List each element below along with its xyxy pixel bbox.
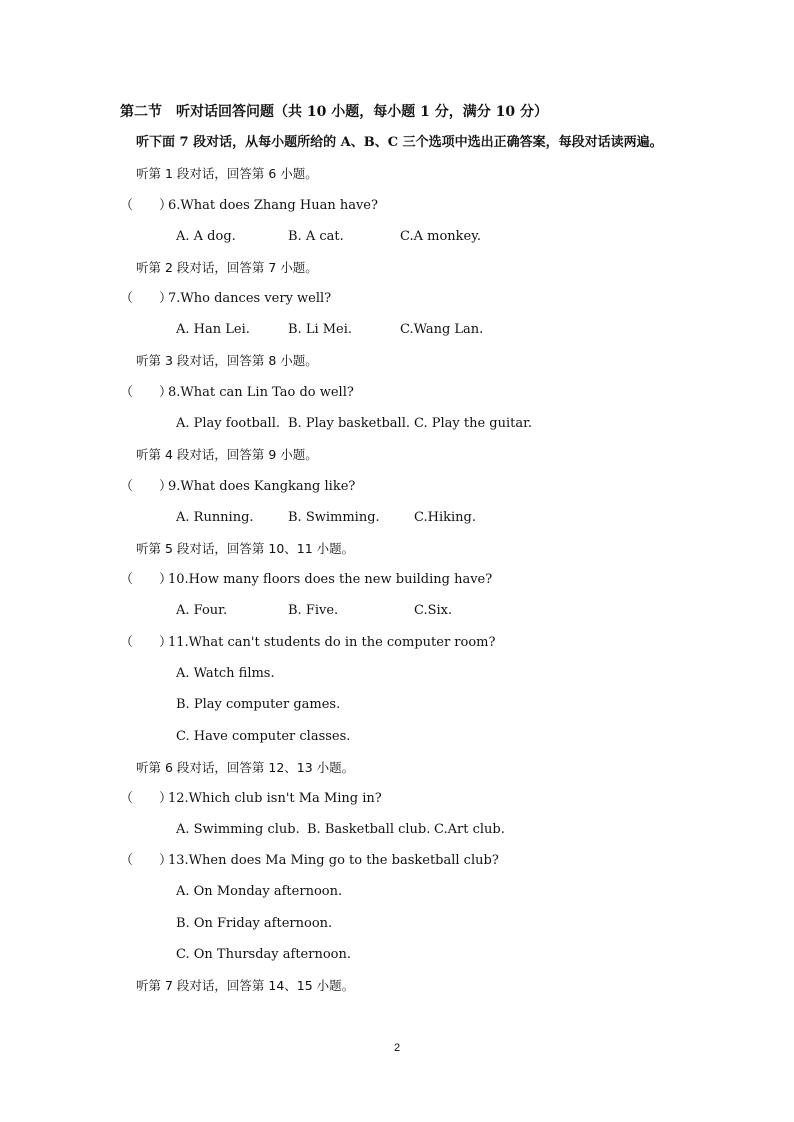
answer-blank[interactable]: （ ）	[120, 385, 173, 400]
option-a[interactable]: A. On Monday afternoon.	[176, 884, 343, 899]
dialog-prompt: 听第 6 段对话，回答第 12、13 小题。	[136, 760, 355, 775]
dialog-prompt: 听第 3 段对话，回答第 8 小题。	[136, 353, 318, 368]
option-c[interactable]: C.Art club.	[434, 822, 505, 837]
option-c[interactable]: C.A monkey.	[400, 229, 481, 244]
answer-blank[interactable]: （ ）	[120, 198, 173, 213]
section-instruction: 听下面 7 段对话，从每小题所给的 A、B、C 三个选项中选出正确答案，每段对话读两遍。	[136, 135, 663, 150]
option-b[interactable]: B. On Friday afternoon.	[176, 916, 333, 931]
answer-blank[interactable]: （ ）	[120, 635, 173, 650]
option-a[interactable]: A. Running.	[176, 510, 254, 525]
option-c[interactable]: C.Hiking.	[414, 510, 476, 525]
option-b[interactable]: B. A cat.	[288, 229, 344, 244]
option-c[interactable]: C. Have computer classes.	[176, 729, 351, 744]
page-number: 2	[393, 1042, 401, 1054]
option-b[interactable]: B. Swimming.	[288, 510, 380, 525]
option-a[interactable]: A. A dog.	[176, 229, 236, 244]
question-text: 8.What can Lin Tao do well?	[168, 385, 354, 400]
dialog-prompt: 听第 7 段对话，回答第 14、15 小题。	[136, 978, 355, 993]
option-a[interactable]: A. Four.	[176, 603, 228, 618]
question-text: 11.What can't students do in the computer room?	[168, 635, 496, 650]
answer-blank[interactable]: （ ）	[120, 479, 173, 494]
answer-blank[interactable]: （ ）	[120, 572, 173, 587]
option-a[interactable]: A. Swimming club.	[176, 822, 300, 837]
option-a[interactable]: A. Play football.	[176, 416, 280, 431]
option-c[interactable]: C.Six.	[414, 603, 453, 618]
answer-blank[interactable]: （ ）	[120, 853, 173, 868]
question-text: 13.When does Ma Ming go to the basketball club?	[168, 853, 499, 868]
option-b[interactable]: B. Five.	[288, 603, 339, 618]
option-a[interactable]: A. Watch films.	[176, 666, 275, 681]
question-text: 9.What does Kangkang like?	[168, 479, 356, 494]
option-c[interactable]: C.Wang Lan.	[400, 322, 484, 337]
answer-blank[interactable]: （ ）	[120, 791, 173, 806]
option-c[interactable]: C. Play the guitar.	[414, 416, 533, 431]
option-a[interactable]: A. Han Lei.	[176, 322, 250, 337]
option-b[interactable]: B. Play computer games.	[176, 697, 341, 712]
answer-blank[interactable]: （ ）	[120, 291, 173, 306]
dialog-prompt: 听第 2 段对话，回答第 7 小题。	[136, 260, 318, 275]
option-c[interactable]: C. On Thursday afternoon.	[176, 947, 351, 962]
option-b[interactable]: B. Basketball club.	[307, 822, 431, 837]
question-text: 6.What does Zhang Huan have?	[168, 198, 378, 213]
question-text: 12.Which club isn't Ma Ming in?	[168, 791, 382, 806]
dialog-prompt: 听第 4 段对话，回答第 9 小题。	[136, 447, 318, 462]
question-text: 7.Who dances very well?	[168, 291, 332, 306]
option-b[interactable]: B. Li Mei.	[288, 322, 353, 337]
section-title: 第二节 听对话回答问题（共 10 小题，每小题 1 分，满分 10 分）	[120, 104, 548, 120]
dialog-prompt: 听第 1 段对话，回答第 6 小题。	[136, 166, 318, 181]
dialog-prompt: 听第 5 段对话，回答第 10、11 小题。	[136, 541, 355, 556]
question-text: 10.How many floors does the new building have?	[168, 572, 493, 587]
option-b[interactable]: B. Play basketball.	[288, 416, 411, 431]
